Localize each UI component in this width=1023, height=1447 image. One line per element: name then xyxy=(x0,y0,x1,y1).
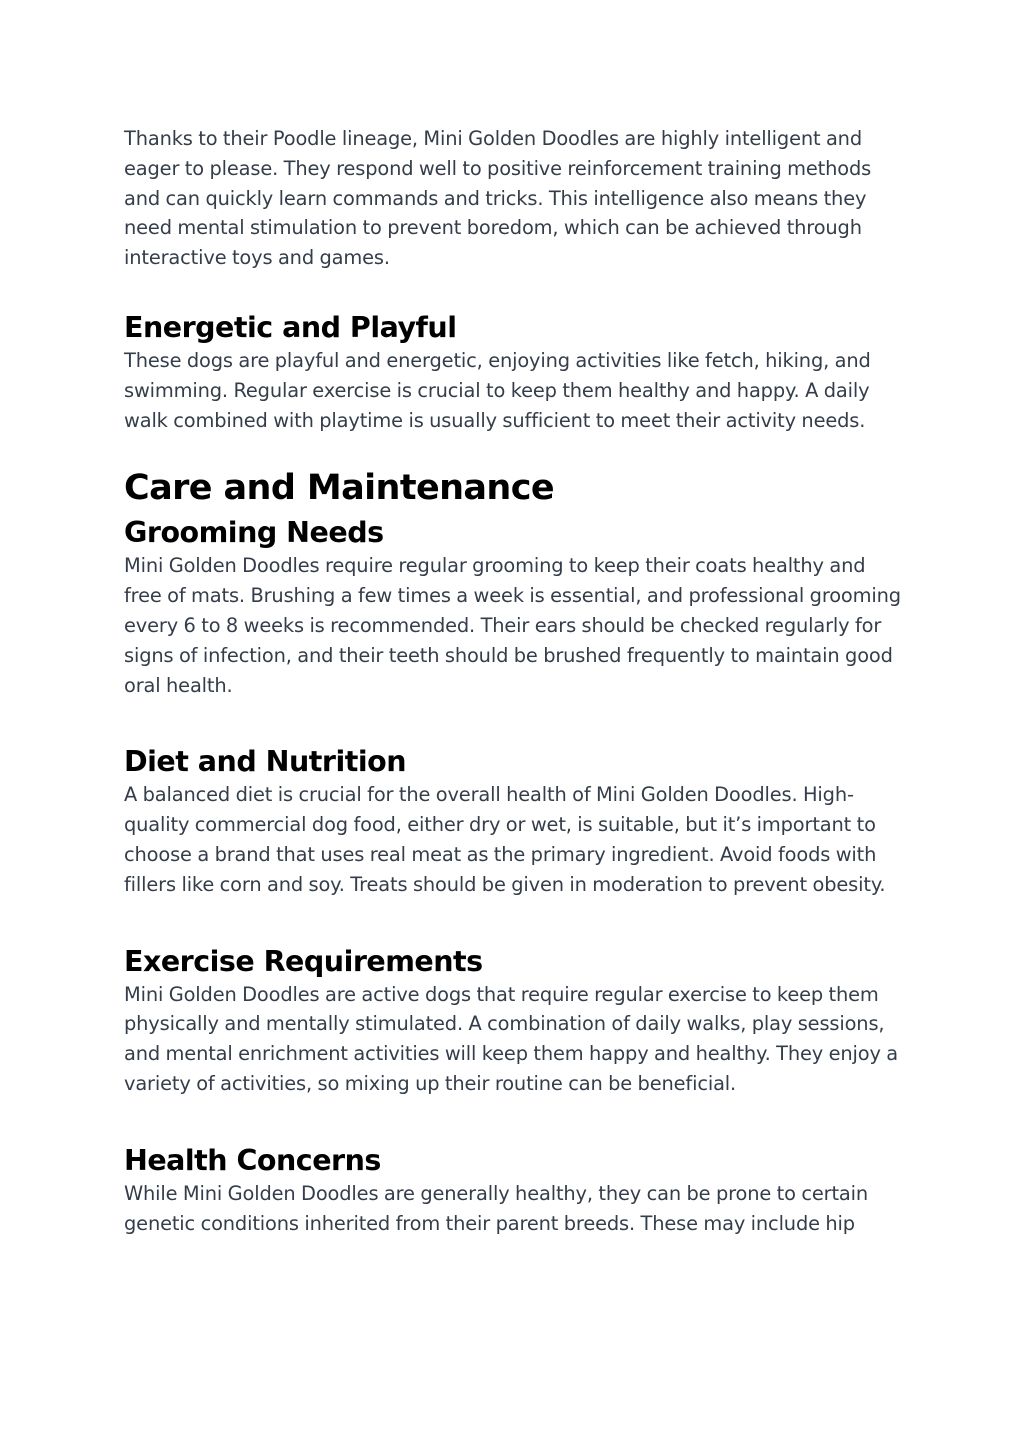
diet-paragraph: A balanced diet is crucial for the overall health of Mini Golden Doodles. High-quality commercial dog food, either dry or wet, is suitable, but it’s important to choose a brand that uses real meat as the primary ingredient. Avoid foods with fillers like corn and soy. Treats should be given in moderation to prevent obesity. xyxy=(124,783,886,896)
exercise-heading: Exercise Requirements xyxy=(124,944,483,978)
document-page xyxy=(124,124,902,1238)
diet-heading: Diet and Nutrition xyxy=(124,745,406,779)
care-maintenance-heading: Care and Maintenance xyxy=(124,468,555,509)
exercise-paragraph: Mini Golden Doodles are active dogs that require regular exercise to keep them physically and mentally stimulated. A combination of daily walks, play sessions, and mental enrichment activities will keep them happy and healthy. They enjoy a variety of activities, so mixing up their routine can be beneficial. xyxy=(124,982,899,1095)
health-heading: Health Concerns xyxy=(124,1143,381,1177)
energetic-paragraph: These dogs are playful and energetic, enjoying activities like fetch, hiking, and swimming. Regular exercise is crucial to keep them healthy and happy. A daily walk combined with playtime is usually sufficient to meet their activity needs. xyxy=(124,348,871,432)
grooming-heading: Grooming Needs xyxy=(124,516,384,550)
energetic-heading: Energetic and Playful xyxy=(124,310,457,344)
health-paragraph: While Mini Golden Doodles are generally healthy, they can be prone to certain genetic conditions inherited from their parent breeds. These may include hip xyxy=(124,1181,869,1235)
intelligence-paragraph: Thanks to their Poodle lineage, Mini Golden Doodles are highly intelligent and eager to please. They respond well to positive reinforcement training methods and can quickly learn commands and tricks. This intelligence also means they need mental stimulation to prevent boredom, which can be achieved through interactive toys and games. xyxy=(124,127,872,270)
grooming-paragraph: Mini Golden Doodles require regular grooming to keep their coats healthy and free of mats. Brushing a few times a week is essential, and professional grooming every 6 to 8 weeks is recommended. Their ears should be checked regularly for signs of infection, and their teeth should be brushed frequently to maintain good oral health. xyxy=(124,554,901,697)
